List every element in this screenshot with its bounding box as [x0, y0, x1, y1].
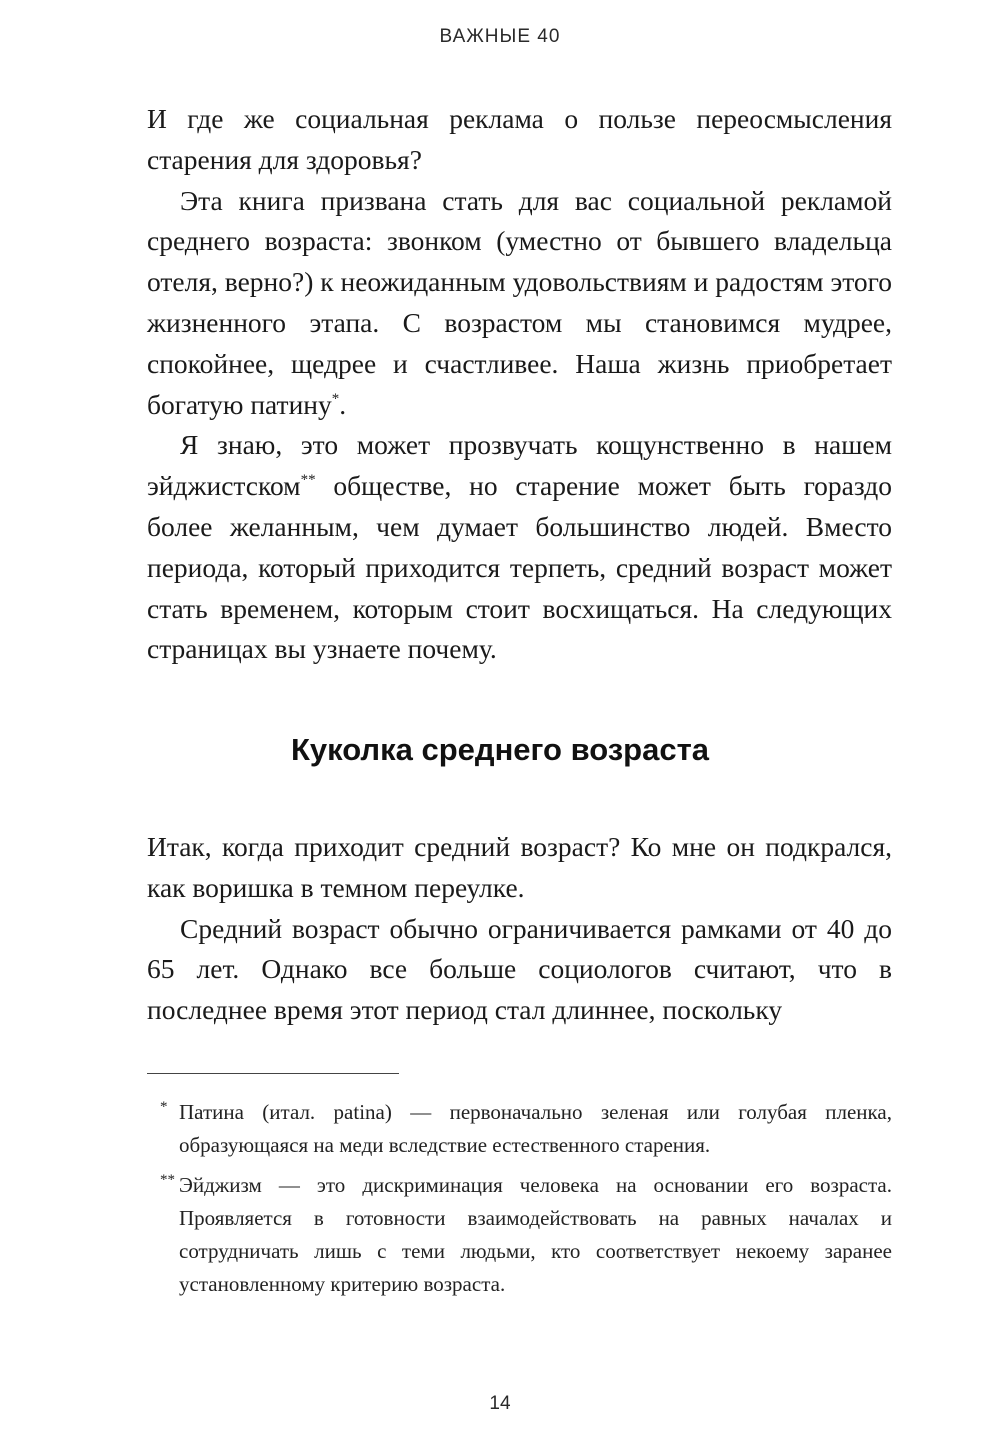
body-text-block-2	[147, 827, 892, 1031]
body-text-block-1	[147, 99, 892, 670]
footnote-divider	[147, 1073, 399, 1074]
paragraph-text: Я знаю, это может прозвучать кощунственно в нашем эйджистском	[147, 429, 892, 502]
footnote-mark: **	[160, 1172, 175, 1188]
paragraph: Итак, когда приходит средний возраст? Ко мне он подкрался, как воришка в темном переулке.	[147, 831, 892, 903]
footnote-text: Патина (итал. patina) — первоначально зеленая или голубая пленка, образующаяся на меди вследствие естественного старения.	[179, 1100, 892, 1157]
footnote-mark: *	[160, 1099, 168, 1115]
paragraph: И где же социальная реклама о пользе переосмысления старения для здоровья?	[147, 103, 892, 175]
paragraph-text: обществе, но старение может быть гораздо более желанным, чем думает большинство людей. Вместо периода, который приходится терпеть, средний возраст может стать временем, которым стоит восхищаться. На следующих страницах вы узнаете почему.	[147, 470, 892, 665]
paragraph	[147, 181, 892, 426]
paragraph	[147, 425, 892, 670]
paragraph-text: Эта книга призвана стать для вас социальной рекламой среднего возраста: звонком (уместно от бывшего владельца отеля, верно?) к неожиданным удовольствиям и радостям этого жизненного этапа. С возрастом мы становимся мудрее, спокойнее, щедрее и счастливее. Наша жизнь приобретает богатую патину	[147, 184, 892, 420]
section-heading: Куколка среднего возраста	[290, 732, 710, 767]
page-number: 14	[489, 1393, 511, 1414]
footnotes	[147, 1096, 892, 1308]
running-head: ВАЖНЫЕ 40	[439, 26, 561, 47]
footnote-text: Эйджизм — это дискриминация человека на основании его возраста. Проявляется в готовности взаимодействовать на равных началах и сотрудничать лишь с теми людьми, кто соответствует некоему заранее установленному критерию возраста.	[179, 1173, 892, 1296]
paragraph-text: .	[339, 388, 347, 420]
footnote	[147, 1096, 892, 1162]
footnote-ref: *	[331, 390, 340, 407]
footnote	[147, 1169, 892, 1301]
footnote-ref: **	[300, 472, 316, 489]
paragraph: Средний возраст обычно ограничивается рамками от 40 до 65 лет. Однако все больше социологов считают, что в последнее время этот период стал длиннее, поскольку	[147, 912, 892, 1026]
